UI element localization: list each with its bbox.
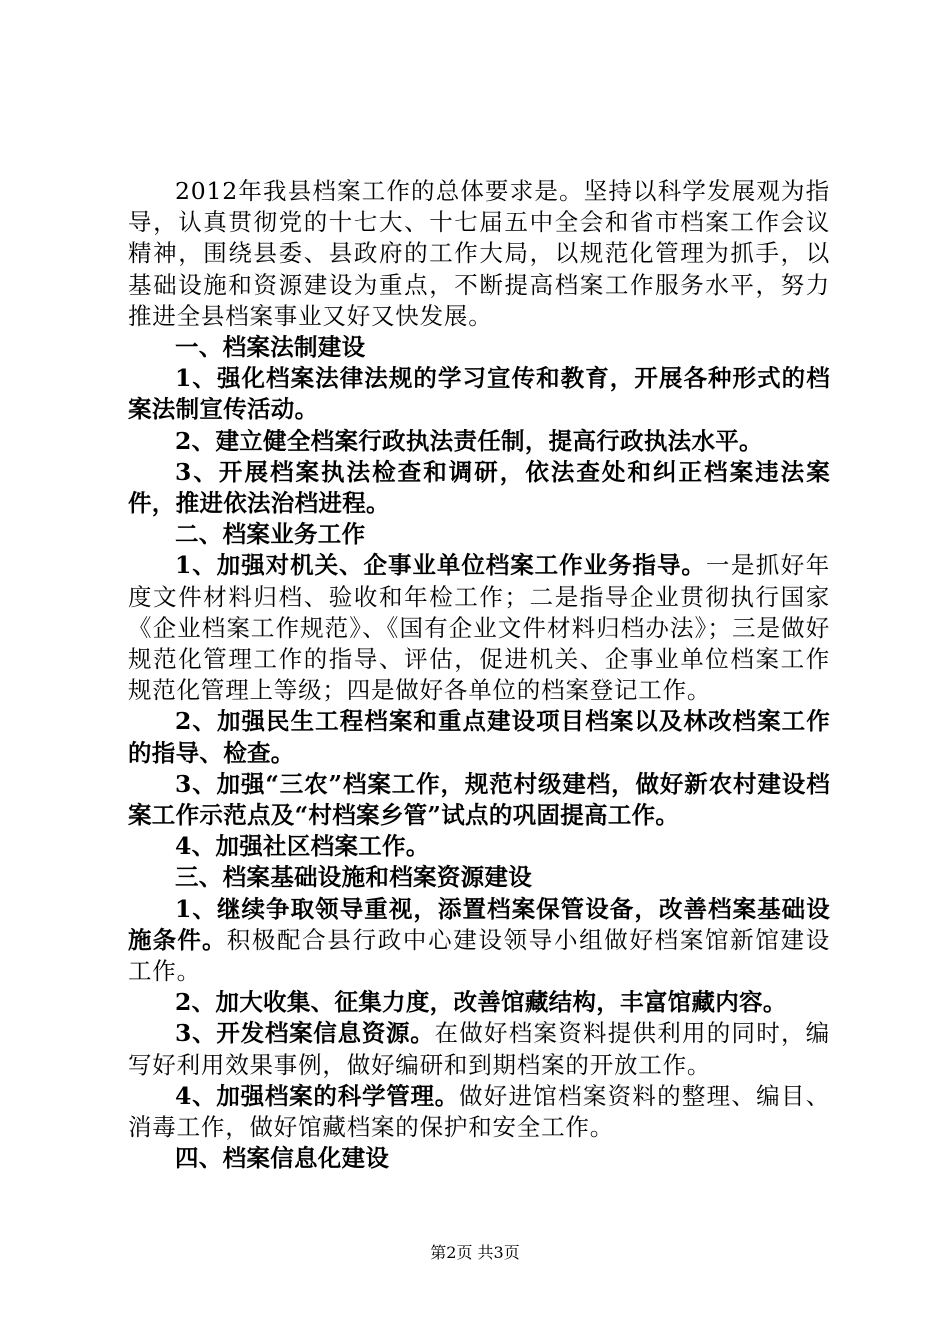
item-2-1 — [128, 550, 830, 706]
item-3-1-body: 积极配合县行政中心建设领导小组做好档案馆新馆建设工作。 — [128, 925, 831, 986]
item-2-2: 2、加强民生工程档案和重点建设项目档案以及林改档案工作的指导、检查。 — [128, 707, 830, 767]
section-heading-1: 一、档案法制建设 — [175, 333, 366, 362]
item-3-4 — [128, 1081, 830, 1143]
item-2-1-body: 一是抓好年度文件材料归档、验收和年检工作；二是指导企业贯彻执行国家《企业档案工作规范》、《国有企业文件材料归档办法》；三是做好规范化管理工作的指导、评估，促进机关、企事业单位档案工作规范化管理上等级；四是做好各单位的档案登记工作。 — [128, 551, 830, 705]
item-2-3: 3、加强“三农”档案工作，规范村级建档，做好新农村建设档案工作示范点及“村档案乡管”试点的巩固提高工作。 — [128, 769, 830, 830]
section-heading-2: 二、档案业务工作 — [175, 520, 366, 549]
item-3-2: 2、加大收集、征集力度，改善馆藏结构，丰富馆藏内容。 — [175, 988, 787, 1017]
item-3-3 — [128, 1018, 830, 1080]
item-2-4: 4、加强社区档案工作。 — [175, 832, 430, 861]
item-2-1-lead: 1、加强对机关、企事业单位档案工作业务指导。 — [175, 551, 706, 580]
item-3-4-lead: 4、加强档案的科学管理。 — [175, 1081, 460, 1110]
section-heading-3: 三、档案基础设施和档案资源建设 — [175, 863, 532, 892]
page-footer: 第2页 共3页 — [430, 1243, 520, 1262]
item-3-1 — [128, 894, 830, 988]
item-1-2: 2、建立健全档案行政执法责任制，提高行政执法水平。 — [175, 426, 763, 455]
item-3-1-lead: 1、继续争取领导重视，添置档案保管设备，改善档案基础设施条件。 — [128, 894, 830, 954]
item-3-4-body: 做好进馆档案资料的整理、编目、消毒工作，做好馆藏档案的保护和安全工作。 — [128, 1081, 831, 1142]
document-body — [128, 176, 830, 1175]
item-3-3-lead: 3、开发档案信息资源。 — [175, 1019, 435, 1048]
section-heading-4: 四、档案信息化建设 — [175, 1144, 390, 1173]
intro-paragraph: 2012年我县档案工作的总体要求是。坚持以科学发展观为指导，认真贯彻党的十七大、十七届五中全会和省市档案工作会议精神，围绕县委、县政府的工作大局，以规范化管理为抓手，以基础设施和资源建设为重点，不断提高档案工作服务水平，努力推进全县档案事业又好又快发展。 — [128, 177, 830, 330]
item-1-1: 1、强化档案法律法规的学习宣传和教育，开展各种形式的档案法制宣传活动。 — [128, 364, 830, 424]
item-1-3: 3、开展档案执法检查和调研，依法查处和纠正档案违法案件，推进依法治档进程。 — [128, 457, 830, 518]
item-3-3-body: 在做好档案资料提供利用的同时，编写好利用效果事例，做好编研和到期档案的开放工作。 — [128, 1019, 830, 1079]
